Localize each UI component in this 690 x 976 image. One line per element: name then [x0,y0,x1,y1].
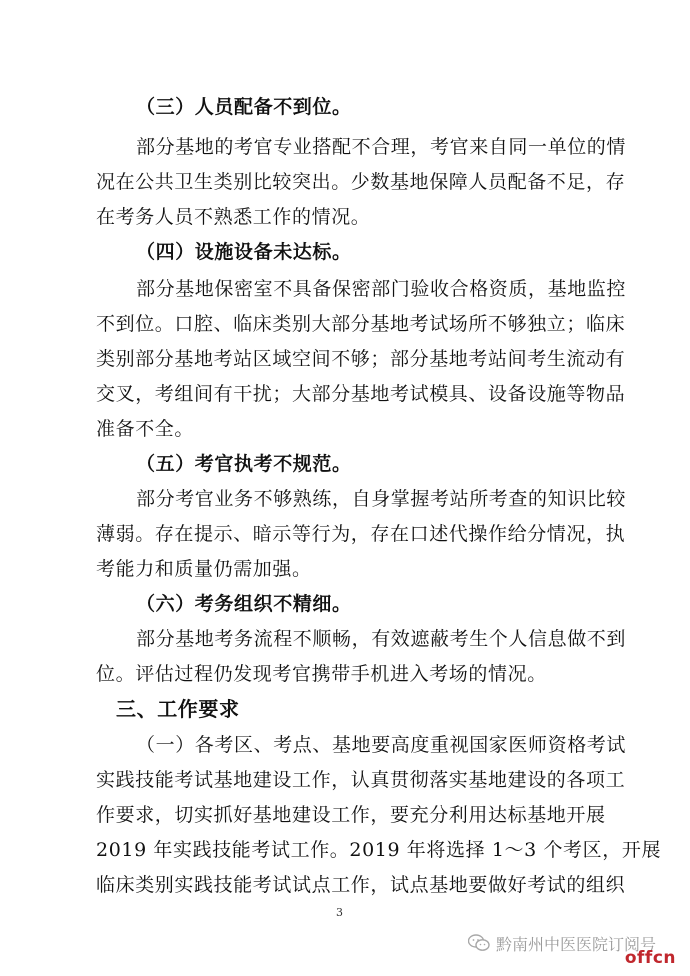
paragraph-line: 部分基地保密室不具备保密部门验收合格资质，基地监控 [136,278,627,300]
paragraph-line: 况在公共卫生类别比较突出。少数基地保障人员配备不足，存 [96,171,626,193]
page-number: 3 [336,906,343,919]
section-6-heading: （六）考务组织不精细。 [136,593,352,615]
paragraph-line: 位。评估过程仍发现考官携带手机进入考场的情况。 [96,663,547,685]
paragraph-line: 部分考官业务不够熟练，自身掌握考站所考查的知识比较 [136,488,627,510]
paragraph-line: 不到位。口腔、临床类别大部分基地考试场所不够独立；临床 [96,313,626,335]
paragraph-line: 部分基地考务流程不顺畅，有效遮蔽考生个人信息做不到 [136,628,627,650]
paragraph-line: 考能力和质量仍需加强。 [96,558,312,580]
paragraph-line: 临床类别实践技能考试试点工作，试点基地要做好考试的组织 [96,874,626,896]
watermark-text: 黔南州中医医院订阅号 [496,934,657,954]
paragraph-line: 准备不全。 [96,418,195,440]
paragraph-line: 交叉，考组间有干扰；大部分基地考试模具、设备设施等物品 [96,383,626,405]
paragraph-line: 类别部分基地考站区域空间不够；部分基地考站间考生流动有 [96,348,626,370]
section-5-heading: （五）考官执考不规范。 [136,453,352,475]
paragraph-line: 实践技能考试基地建设工作，认真贯彻落实基地建设的各项工 [96,769,626,791]
paragraph-line: （一）各考区、考点、基地要高度重视国家医师资格考试 [136,734,627,756]
part-3-heading: 三、工作要求 [116,697,240,721]
section-4-heading: （四）设施设备未达标。 [136,241,352,263]
wechat-icon [468,934,490,952]
offcn-logo: offcn [624,948,676,968]
paragraph-line: 薄弱。存在提示、暗示等行为，存在口述代操作给分情况，执 [96,523,626,545]
paragraph-line: 部分基地的考官专业搭配不合理，考官来自同一单位的情 [136,136,627,158]
section-3-heading: （三）人员配备不到位。 [136,96,352,118]
paragraph-line: 作要求，切实抓好基地建设工作，要充分利用达标基地开展 [96,804,606,826]
paragraph-line: 在考务人员不熟悉工作的情况。 [96,206,371,228]
paragraph-line: 2019 年实践技能考试工作。2019 年将选择 1～3 个考区，开展 [96,839,662,861]
